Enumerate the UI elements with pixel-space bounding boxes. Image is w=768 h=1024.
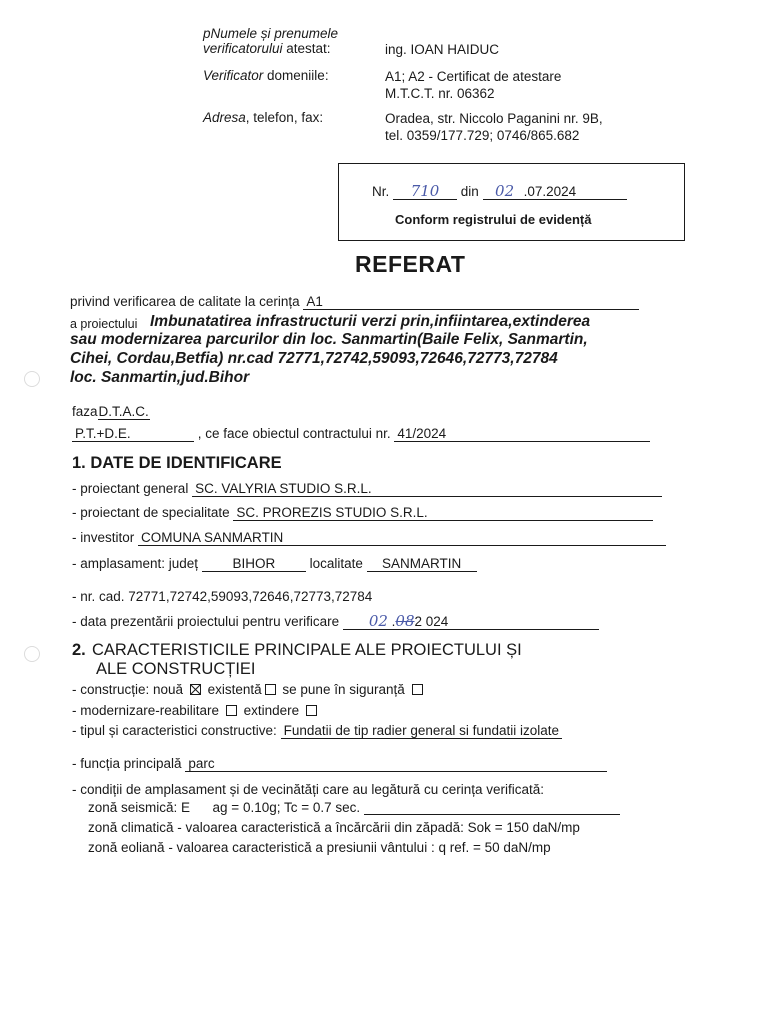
intro-privind-label: privind verificarea de calitate la cerința	[70, 294, 300, 309]
tipul-row	[72, 723, 562, 739]
verifier-domain-label-suffix: domeniile:	[263, 68, 329, 83]
data-prezentarii-year: 2 024	[414, 614, 449, 629]
checkbox-existenta[interactable]	[265, 684, 276, 695]
contract-line	[72, 426, 650, 442]
verifier-address-value-line-2: tel. 0359/177.729; 0746/865.682	[385, 128, 580, 143]
section-2-heading-line-1: CARACTERISTICILE PRINCIPALE ALE PROIECTULUI ȘI	[92, 641, 522, 659]
zona-climatica-row: zonă climatică - valoarea caracteristică a încărcării din zăpadă: Sok = 150 daN/mp	[88, 820, 580, 835]
investitor-label: - investitor	[72, 530, 135, 545]
project-title-line-4: loc. Sanmartin,jud.Bihor	[70, 369, 250, 386]
proiectant-specialitate-value: SC. PROREZIS STUDIO S.R.L.	[233, 505, 653, 521]
zona-seismica: zonă seismică: E ag = 0.10g; Tc = 0.7 sec.	[88, 800, 361, 815]
intro-proiect-label: a proiectului	[70, 317, 138, 331]
judet-value: BIHOR	[202, 556, 306, 572]
zona-seismica-blank	[364, 800, 620, 815]
functia-label: - funcția principală	[72, 756, 182, 771]
checkbox-noua[interactable]	[190, 684, 201, 695]
registry-day-value: 02	[495, 182, 515, 200]
punch-hole-mark	[24, 371, 40, 387]
registry-date	[483, 184, 627, 200]
amplasament-label: - amplasament: județ	[72, 556, 199, 571]
verifier-domain-value	[385, 68, 561, 102]
verifier-address-label-suffix: , telefon, fax:	[245, 110, 324, 125]
functia-value: parc	[185, 756, 607, 772]
functia-row	[72, 756, 607, 772]
verifier-name-label-line-2	[203, 41, 338, 56]
verifier-address-label-italic: Adresa	[203, 110, 246, 125]
siguranta-label: se pune în siguranță	[282, 682, 405, 697]
section-2-heading	[92, 641, 522, 679]
verifier-name-label-italic: verificatorului	[203, 41, 283, 56]
investitor-row	[72, 530, 666, 546]
section-1-heading: 1. DATE DE IDENTIFICARE	[72, 454, 282, 472]
constructie-label: - construcție: nouă	[72, 682, 184, 697]
verifier-domain-value-line-2: M.T.C.T. nr. 06362	[385, 86, 495, 101]
project-title-line-3: Cihei, Cordau,Betfia) nr.cad 72771,72742,59093,72646,72773,72784	[70, 350, 558, 367]
conditii-row: - condiții de amplasament și de vecinătăți care au legătură cu cerința verificată:	[72, 782, 544, 797]
verifier-name-label-suffix: atestat:	[282, 41, 331, 56]
data-prezentarii-value	[343, 614, 599, 630]
registry-din-label: din	[460, 184, 479, 199]
modernizare-row	[72, 703, 320, 718]
investitor-value: COMUNA SANMARTIN	[138, 530, 666, 546]
proiectant-general-row	[72, 481, 662, 497]
verifier-domain-value-line-1: A1; A2 - Certificat de atestare	[385, 69, 562, 84]
section-2-heading-num: 2.	[72, 641, 86, 659]
faza-line	[72, 404, 150, 420]
zona-seismica-row	[88, 800, 620, 815]
faza-value-2: P.T.+D.E.	[72, 426, 194, 442]
verifier-address-label	[203, 110, 323, 125]
verifier-domain-label	[203, 68, 329, 83]
data-prezentarii-label: - data prezentării proiectului pentru verificare	[72, 614, 340, 629]
verifier-name-label-line-1: pNumele și prenumele	[203, 26, 339, 41]
registry-caption: Conform registrului de evidență	[395, 212, 592, 227]
data-prezentarii-month: 08	[395, 612, 415, 630]
data-prezentarii-day: 02	[368, 612, 388, 630]
registry-box	[338, 163, 685, 241]
registry-nr-value: 710	[393, 184, 457, 200]
faza-label: faza	[72, 404, 98, 419]
verifier-address-value-line-1: Oradea, str. Niccolo Paganini nr. 9B,	[385, 111, 603, 126]
verifier-address-value	[385, 110, 603, 144]
verifier-domain-label-italic: Verificator	[203, 68, 264, 83]
existenta-label: existentă	[207, 682, 262, 697]
verifier-name-value: ing. IOAN HAIDUC	[385, 42, 500, 57]
checkbox-siguranta[interactable]	[412, 684, 423, 695]
data-prezentarii-dot: .	[387, 614, 396, 629]
project-title-line-1: Imbunatatirea infrastructurii verzi prin,infiintarea,extinderea	[150, 313, 591, 330]
proiectant-general-value: SC. VALYRIA STUDIO S.R.L.	[192, 481, 662, 497]
contract-value: 41/2024	[394, 426, 650, 442]
nr-cad-row: - nr. cad. 72771,72742,59093,72646,72773,72784	[72, 589, 373, 604]
registry-number-line	[372, 184, 627, 200]
proiectant-specialitate-label: - proiectant de specialitate	[72, 505, 230, 520]
proiectant-specialitate-row	[72, 505, 653, 521]
amplasament-row	[72, 556, 477, 572]
data-prezentarii-row	[72, 614, 599, 630]
project-title-line-2: sau modernizarea parcurilor din loc. Sanmartin(Baile Felix, Sanmartin,	[70, 331, 588, 348]
contract-label: , ce face obiectul contractului nr.	[197, 426, 391, 441]
intro-cerinta-value: A1	[303, 294, 639, 310]
checkbox-modernizare[interactable]	[226, 705, 237, 716]
registry-date-rest: .07.2024	[523, 184, 577, 199]
intro-privind-line	[70, 294, 639, 310]
section-2-heading-line-2: ALE CONSTRUCȚIEI	[96, 660, 256, 678]
localitate-value: SANMARTIN	[367, 556, 477, 572]
constructie-row	[72, 682, 426, 697]
verifier-name-label	[203, 26, 338, 56]
tipul-value: Fundatii de tip radier general si fundatii izolate	[281, 723, 562, 739]
extindere-label: extindere	[243, 703, 300, 718]
tipul-label: - tipul și caracteristici constructive:	[72, 723, 277, 738]
checkbox-extindere[interactable]	[306, 705, 317, 716]
proiectant-general-label: - proiectant general	[72, 481, 189, 496]
faza-value: D.T.A.C.	[98, 404, 149, 419]
localitate-label: localitate	[309, 556, 363, 571]
punch-hole-mark	[24, 646, 40, 662]
zona-eoliana-row: zonă eoliană - valoarea caracteristică a presiunii vântului : q ref. = 50 daN/mp	[88, 840, 551, 855]
registry-nr-label: Nr.	[372, 184, 390, 199]
modernizare-label: - modernizare-reabilitare	[72, 703, 220, 718]
document-title: REFERAT	[355, 251, 466, 277]
